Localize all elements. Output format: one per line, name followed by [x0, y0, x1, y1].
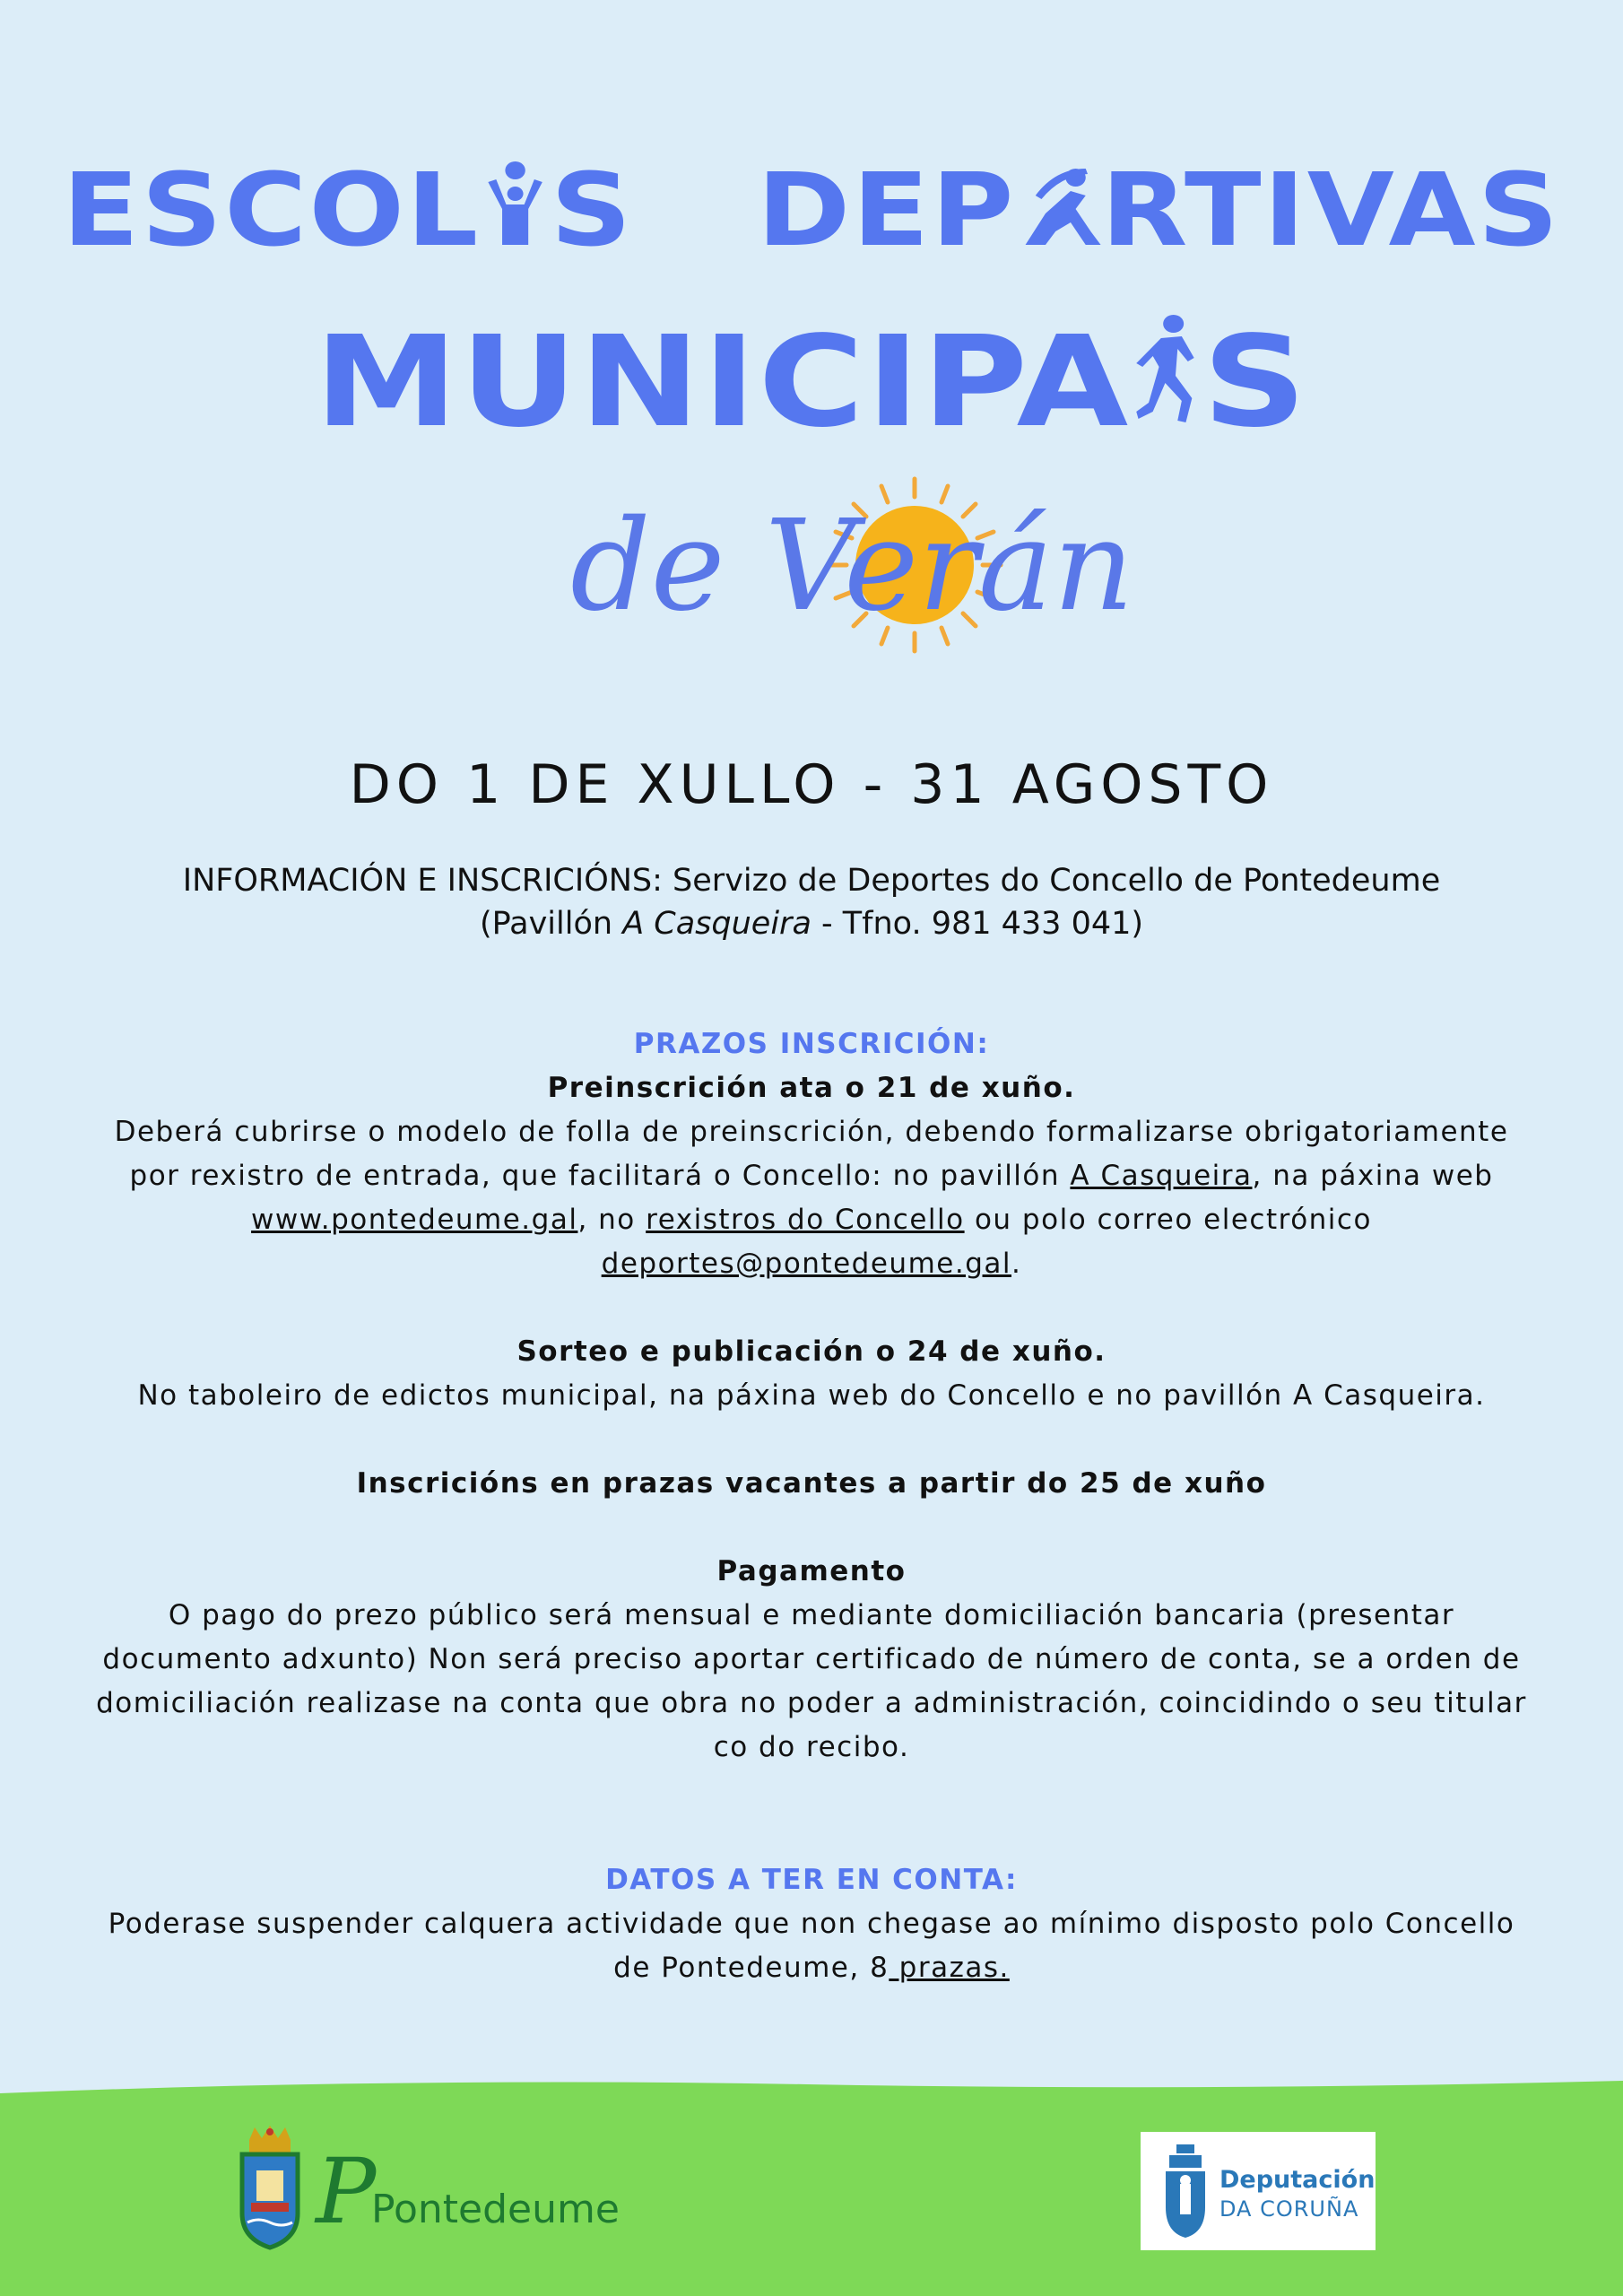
vacantes-title: Inscricións en prazas vacantes a partir do 25 de xuño — [356, 1467, 1267, 1500]
title-line-3 — [565, 475, 1134, 673]
info-line-2 — [0, 902, 1623, 945]
gymnast-icon — [1016, 160, 1101, 245]
prazos-heading: PRAZOS INSCRICIÓN: — [633, 1028, 990, 1060]
title-line-1 — [0, 152, 1623, 269]
deputacion-name: Deputación — [1219, 2166, 1376, 2194]
volleyball-player-icon — [480, 160, 550, 245]
prazos-section — [90, 1022, 1533, 1770]
title-word-escolas-b: S — [550, 152, 634, 269]
datos-section — [90, 1858, 1533, 1990]
runner-icon — [1131, 313, 1203, 425]
casqueira-link[interactable]: A Casqueira — [1070, 1160, 1253, 1192]
preinscricion-text-c: , no — [577, 1204, 647, 1236]
sorteo-text: No taboleiro de edictos municipal, na páxina web do Concello e no pavillón A Casqueira. — [137, 1379, 1486, 1412]
website-link[interactable]: www.pontedeume.gal — [251, 1204, 578, 1236]
pagamento-text: O pago do prezo público será mensual e mediante domiciliación bancaria (presentar documento adxunto) Non será preciso aportar certificado de número de conta, se a orden de domiciliación realizase na conta que obra no poder a administración, coincidindo o seu titular co do recibo. — [96, 1599, 1527, 1763]
deputacion-logo — [1141, 2132, 1376, 2250]
title-word-escolas-a: ESCOL — [62, 152, 481, 269]
title-word-deportivas-b: RTIVAS — [1100, 152, 1561, 269]
datos-text — [90, 1902, 1533, 1990]
sorteo-title: Sorteo e publicación o 24 de xuño. — [516, 1335, 1107, 1368]
svg-text:P: P — [316, 2139, 377, 2244]
info-phone: - Tfno. 981 433 041) — [811, 906, 1144, 942]
preinscricion-text-b: , na páxina web — [1252, 1160, 1494, 1192]
datos-text-a: Poderase suspender calquera actividade que non chegase ao mínimo disposto polo Concello de Pontedeume, 8 — [108, 1908, 1515, 1984]
info-line-2-a: (Pavillón — [479, 906, 623, 942]
preinscricion-title: Preinscrición ata o 21 de xuño. — [547, 1072, 1076, 1104]
title-word-municipais-b: S — [1202, 309, 1309, 456]
preinscricion-text — [90, 1110, 1533, 1286]
preinscricion-text-a: Deberá cubrirse o modelo de folla de preinscrición, debendo formalizarse obrigatoriamente por rexistro de entrada, que facilitará o Concello: no pavillón — [114, 1116, 1509, 1192]
deputacion-emblem-icon — [1157, 2144, 1214, 2239]
pagamento-title: Pagamento — [716, 1555, 907, 1587]
pontedeume-wordmark: Pontedeume — [371, 2187, 620, 2232]
info-venue: A Casqueira — [622, 906, 812, 942]
title-word-municipais-a: MUNICIPA — [314, 309, 1131, 456]
subtitle-de-veran: de Verán — [570, 493, 1134, 639]
deputacion-sub: DA CORUÑA — [1219, 2196, 1359, 2222]
prazos-link: prazas. — [889, 1952, 1010, 1984]
info-block — [0, 859, 1623, 945]
info-line-1: INFORMACIÓN E INSCRICIÓNS: Servizo de Deportes do Concello de Pontedeume — [182, 863, 1441, 899]
datos-heading: DATOS A TER EN CONTA: — [605, 1864, 1018, 1896]
rexistros-link[interactable]: rexistros do Concello — [646, 1204, 965, 1236]
title-word-deportivas-a: DEP — [757, 152, 1016, 269]
coat-of-arms-icon — [242, 2126, 298, 2248]
preinscricion-text-d: ou polo correo electrónico — [964, 1204, 1372, 1236]
title-line-2 — [0, 309, 1623, 456]
email-link[interactable]: deportes@pontedeume.gal — [601, 1248, 1011, 1280]
preinscricion-text-e: . — [1011, 1248, 1022, 1280]
pontedeume-logo — [235, 2124, 656, 2258]
dates-heading: DO 1 DE XULLO - 31 AGOSTO — [349, 753, 1274, 816]
